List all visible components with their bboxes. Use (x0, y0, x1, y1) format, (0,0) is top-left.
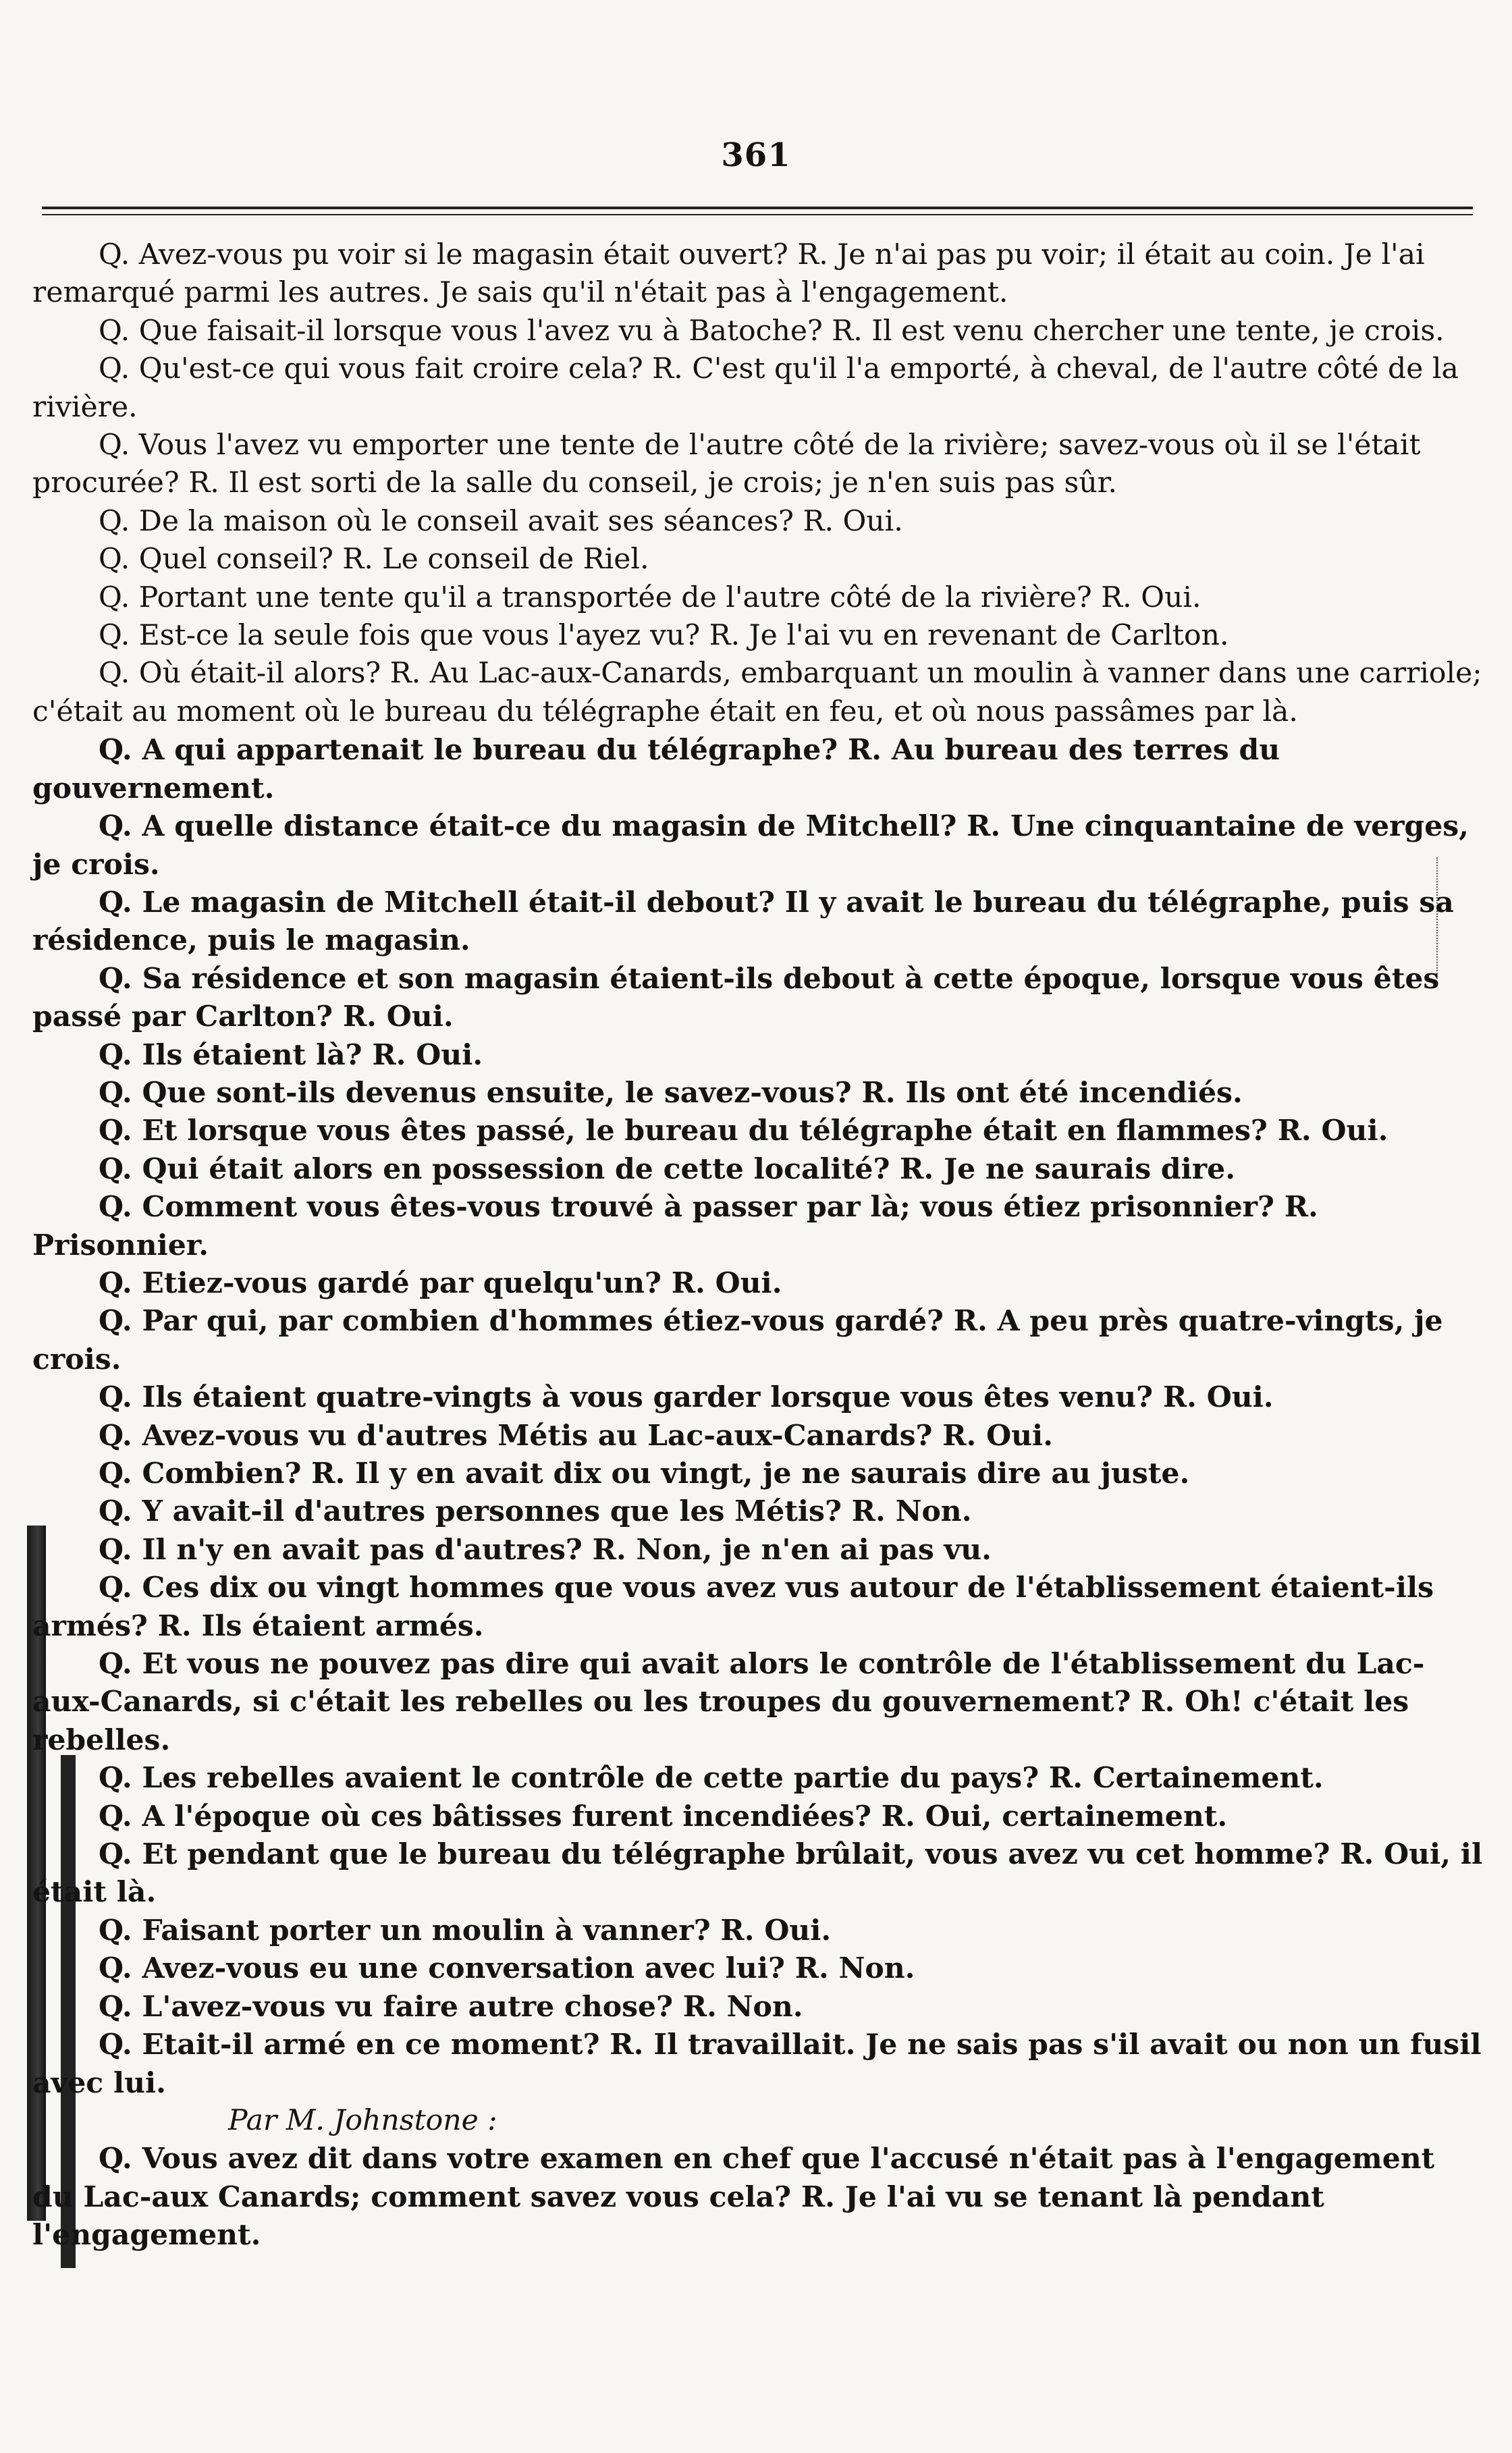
paragraph: Q. Ils étaient là? R. Oui. (99, 1037, 483, 1072)
header-rule-thin (42, 214, 1473, 215)
paragraph: Q. Qu'est-ce qui vous fait croire cela? R. C'est qu'il l'a emporté, à cheval, de l'autre côté de la rivière. (32, 352, 1459, 424)
speaker-heading: Par M. Johnstone : (228, 2103, 497, 2137)
paragraph: Q. A qui appartenait le bureau du télégraphe? R. Au bureau des terres du gouvernement. (32, 733, 1280, 805)
paragraph: Q. Est-ce la seule fois que vous l'ayez vu? R. Je l'ai vu en revenant de Carlton. (99, 619, 1229, 653)
paragraph: Q. Ils étaient quatre-vingts à vous garder lorsque vous êtes venu? R. Oui. (99, 1380, 1274, 1415)
paragraph: Q. Il n'y en avait pas d'autres? R. Non, je n'en ai pas vu. (99, 1532, 992, 1567)
paragraph: Q. Combien? R. Il y en avait dix ou vingt, je ne saurais dire au juste. (99, 1457, 1190, 1490)
paragraph: Q. Avez-vous pu voir si le magasin était ouvert? R. Je n'ai pas pu voir; il était au coin. Je l'ai remarqué parmi les autres. Je sais qu'il n'était pas à l'engagement. (32, 238, 1425, 310)
paragraph: Q. Portant une tente qu'il a transportée de l'autre côté de la rivière? R. Oui. (99, 581, 1202, 614)
paragraph: Q. Où était-il alors? R. Au Lac-aux-Canards, embarquant un moulin à vanner dans une carriole; c'était au moment où le bureau du télégraphe était en feu, et où nous passâmes par là. (32, 657, 1482, 728)
paragraph: Q. Quel conseil? R. Le conseil de Riel. (99, 543, 649, 576)
paragraph: Q. Que faisait-il lorsque vous l'avez vu à Batoche? R. Il est venu chercher une tente, je crois. (99, 314, 1444, 348)
paragraph: Q. Y avait-il d'autres personnes que les Métis? R. Non. (99, 1494, 972, 1529)
page-number: 361 (721, 136, 791, 174)
paragraph: Q. Qui était alors en possession de cette localité? R. Je ne saurais dire. (99, 1152, 1236, 1186)
paragraph: Q. Par qui, par combien d'hommes étiez-vous gardé? R. A peu près quatre-vingts, je crois. (32, 1304, 1443, 1376)
paragraph: Q. Avez-vous vu d'autres Métis au Lac-aux-Canards? R. Oui. (99, 1418, 1053, 1453)
paragraph: Q. Le magasin de Mitchell était-il debout? Il y avait le bureau du télégraphe, puis sa résidence, puis le magasin. (32, 885, 1454, 958)
paragraph: Q. De la maison où le conseil avait ses séances? R. Oui. (99, 504, 903, 538)
paragraph: Q. Vous avez dit dans votre examen en chef que l'accusé n'était pas à l'engagement du Lac-aux Canards; comment savez vous cela? R. Je l'ai vu se tenant là pendant l'engagement. (32, 2142, 1435, 2253)
paragraph: Q. Et vous ne pouvez pas dire qui avait alors le contrôle de l'établissement du Lac-aux-Canards, si c'était les rebelles ou les troupes du gouvernement? R. Oh! c'était les rebelles. (32, 1647, 1425, 1757)
paragraph: Q. A l'époque où ces bâtisses furent incendiées? R. Oui, certainement. (99, 1799, 1228, 1833)
paragraph: Q. Les rebelles avaient le contrôle de cette partie du pays? R. Certainement. (99, 1761, 1324, 1796)
paragraph: Q. A quelle distance était-ce du magasin de Mitchell? R. Une cinquantaine de verges, je crois. (32, 809, 1469, 882)
paragraph: Q. L'avez-vous vu faire autre chose? R. Non. (99, 1989, 803, 2024)
paragraph: Q. Etait-il armé en ce moment? R. Il travaillait. Je ne sais pas s'il avait ou non un fusil avec lui. (32, 2028, 1482, 2100)
paragraph: Q. Etiez-vous gardé par quelqu'un? R. Oui. (99, 1266, 782, 1300)
paragraph: Q. Ces dix ou vingt hommes que vous avez vus autour de l'établissement étaient-ils armés? R. Ils étaient armés. (32, 1571, 1434, 1643)
paragraph: Q. Et lorsque vous êtes passé, le bureau du télégraphe était en flammes? R. Oui. (99, 1114, 1388, 1148)
paragraph: Q. Faisant porter un moulin à vanner? R. Oui. (99, 1913, 832, 1947)
paragraph: Q. Vous l'avez vu emporter une tente de l'autre côté de la rivière; savez-vous où il se l'était procurée? R. Il est sorti de la salle du conseil, je crois; je n'en suis pas sûr. (32, 429, 1421, 500)
paragraph: Q. Avez-vous eu une conversation avec lui? R. Non. (99, 1951, 915, 1986)
paragraph: Q. Et pendant que le bureau du télégraphe brûlait, vous avez vu cet homme? R. Oui, il était là. (32, 1837, 1483, 1910)
paragraph: Q. Que sont-ils devenus ensuite, le savez-vous? R. Ils ont été incendiés. (99, 1075, 1243, 1110)
paragraph: Q. Sa résidence et son magasin étaient-ils debout à cette époque, lorsque vous êtes passé par Carlton? R. Oui. (32, 961, 1440, 1034)
header-rule-thick (42, 207, 1473, 209)
paragraph: Q. Comment vous êtes-vous trouvé à passer par là; vous étiez prisonnier? R. Prisonnier. (32, 1190, 1318, 1262)
transcript-body (32, 236, 1484, 2255)
